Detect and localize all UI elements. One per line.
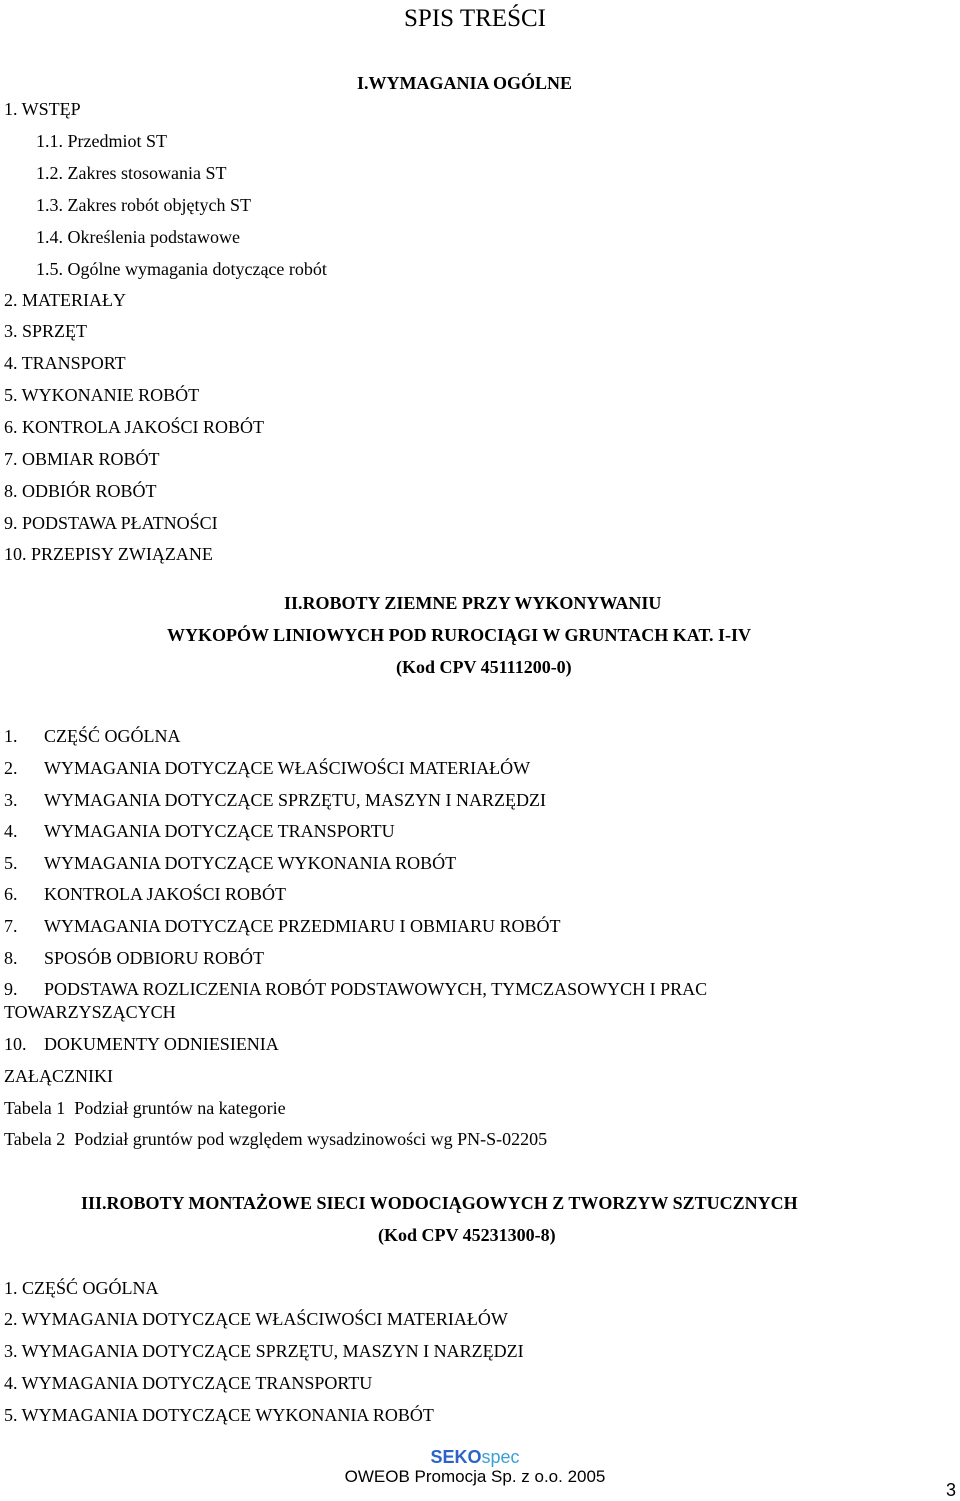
page-title: SPIS TREŚCI — [404, 5, 546, 32]
toc-item — [4, 1033, 279, 1055]
item-number: 6. — [4, 884, 18, 904]
section-3-heading: III.ROBOTY MONTAŻOWE SIECI WODOCIĄGOWYCH Z TWORZYW SZTUCZNYCH — [81, 1193, 798, 1213]
item-number: 8. — [4, 948, 18, 968]
page-number: 3 — [945, 1480, 956, 1500]
toc-item: 1.5. Ogólne wymagania dotyczące robót — [36, 259, 327, 279]
toc-item: 10. PRZEPISY ZWIĄZANE — [4, 544, 213, 564]
item-text: PODSTAWA ROZLICZENIA ROBÓT PODSTAWOWYCH, TYMCZASOWYCH I PRAC — [44, 979, 708, 999]
toc-item: 3. SPRZĘT — [4, 321, 88, 341]
item-text: KONTROLA JAKOŚCI ROBÓT — [44, 884, 287, 904]
toc-item: 9. PODSTAWA PŁATNOŚCI — [4, 513, 218, 533]
attachments-label: ZAŁĄCZNIKI — [4, 1066, 113, 1086]
item-number: 2. — [4, 758, 18, 778]
toc-item — [4, 883, 286, 905]
toc-item — [4, 725, 181, 747]
item-text: CZĘŚĆ OGÓLNA — [44, 726, 181, 746]
toc-item — [4, 947, 264, 969]
item-text: SPOSÓB ODBIORU ROBÓT — [44, 948, 265, 968]
logo-part-spec: spec — [481, 1447, 520, 1467]
section-3-cpv-code: (Kod CPV 45231300-8) — [378, 1225, 556, 1245]
toc-item: 4. WYMAGANIA DOTYCZĄCE TRANSPORTU — [4, 1373, 373, 1393]
item-text: WYMAGANIA DOTYCZĄCE SPRZĘTU, MASZYN I NARZĘDZI — [44, 790, 546, 810]
toc-item: 5. WYKONANIE ROBÓT — [4, 385, 200, 405]
footer-organization: OWEOB Promocja Sp. z o.o. 2005 — [344, 1467, 606, 1486]
toc-item: 1.2. Zakres stosowania ST — [36, 163, 227, 183]
toc-item: 2. MATERIAŁY — [4, 290, 126, 310]
toc-item: 1.1. Przedmiot ST — [36, 131, 167, 151]
table-entry: Tabela 2 Podział gruntów pod względem wysadzinowości wg PN-S-02205 — [4, 1129, 548, 1149]
item-text: WYMAGANIA DOTYCZĄCE WYKONANIA ROBÓT — [44, 853, 457, 873]
toc-item: 7. OBMIAR ROBÓT — [4, 449, 160, 469]
item-number: 4. — [4, 821, 18, 841]
toc-item: 2. WYMAGANIA DOTYCZĄCE WŁAŚCIWOŚCI MATERIAŁÓW — [4, 1309, 508, 1329]
toc-item: 1.4. Określenia podstawowe — [36, 227, 240, 247]
toc-item: 1. WSTĘP — [4, 99, 81, 119]
toc-item — [4, 789, 546, 811]
item-number: 9. — [4, 979, 18, 999]
logo-part-seko: SEKO — [430, 1447, 482, 1467]
section-2-heading-line2: WYKOPÓW LINIOWYCH POD RUROCIĄGI W GRUNTACH KAT. I-IV — [167, 625, 752, 645]
section-2-cpv-code: (Kod CPV 45111200-0) — [396, 657, 572, 677]
toc-item — [4, 852, 456, 874]
section-2-heading: II.ROBOTY ZIEMNE PRZY WYKONYWANIU — [284, 593, 662, 613]
section-1-heading: I.WYMAGANIA OGÓLNE — [357, 73, 573, 93]
table-entry: Tabela 1 Podział gruntów na kategorie — [4, 1098, 286, 1118]
toc-item — [4, 978, 707, 1000]
toc-item-continuation: TOWARZYSZĄCYCH — [4, 1002, 176, 1022]
toc-item: 1. CZĘŚĆ OGÓLNA — [4, 1278, 159, 1298]
item-text: WYMAGANIA DOTYCZĄCE WŁAŚCIWOŚCI MATERIAŁÓW — [44, 758, 531, 778]
toc-item: 1.3. Zakres robót objętych ST — [36, 195, 251, 215]
item-text: DOKUMENTY ODNIESIENIA — [44, 1034, 279, 1054]
item-number: 1. — [4, 726, 18, 746]
item-number: 5. — [4, 853, 18, 873]
item-number: 3. — [4, 790, 18, 810]
item-number: 10. — [4, 1034, 27, 1054]
item-text: WYMAGANIA DOTYCZĄCE TRANSPORTU — [44, 821, 395, 841]
footer-logo — [0, 1446, 950, 1468]
toc-item: 6. KONTROLA JAKOŚCI ROBÓT — [4, 417, 265, 437]
toc-item — [4, 820, 395, 842]
toc-item: 3. WYMAGANIA DOTYCZĄCE SPRZĘTU, MASZYN I NARZĘDZI — [4, 1341, 524, 1361]
item-number: 7. — [4, 916, 18, 936]
toc-item: 8. ODBIÓR ROBÓT — [4, 481, 157, 501]
toc-item — [4, 757, 530, 779]
toc-item: 4. TRANSPORT — [4, 353, 126, 373]
toc-item: 5. WYMAGANIA DOTYCZĄCE WYKONANIA ROBÓT — [4, 1405, 434, 1425]
toc-item — [4, 915, 561, 937]
item-text: WYMAGANIA DOTYCZĄCE PRZEDMIARU I OBMIARU ROBÓT — [44, 916, 561, 936]
